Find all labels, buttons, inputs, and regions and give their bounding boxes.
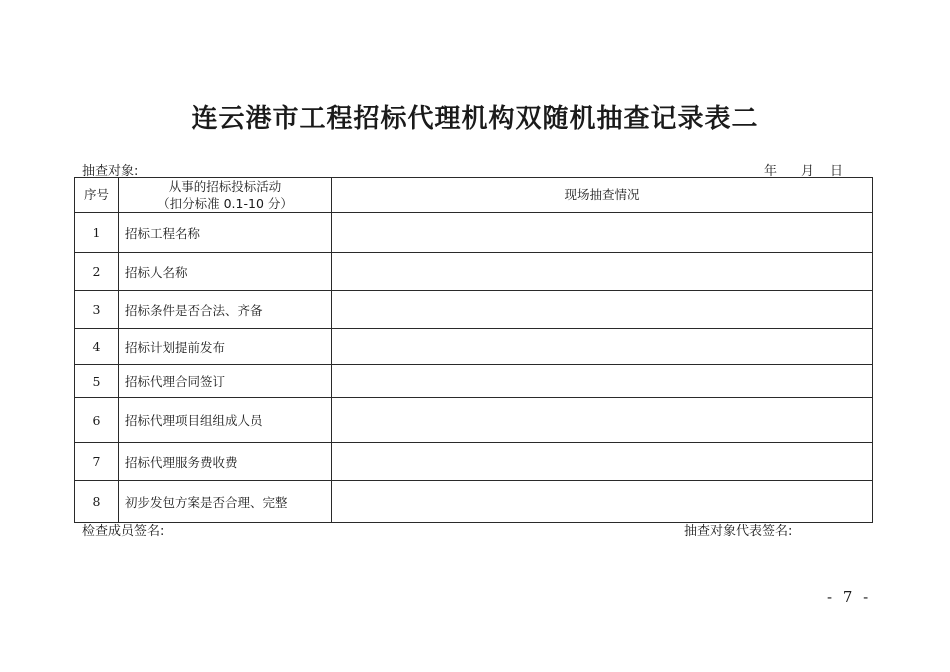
- inspection-record-table: [74, 177, 873, 523]
- row-findings-cell[interactable]: [332, 291, 873, 329]
- table-row: [75, 253, 873, 291]
- row-number: 2: [75, 253, 119, 291]
- table-header-row: [75, 178, 873, 213]
- inspection-object-label: 抽查对象:: [82, 164, 139, 179]
- table-row: [75, 291, 873, 329]
- date-month: 月: [801, 164, 815, 179]
- table-row: [75, 443, 873, 481]
- table-row: [75, 398, 873, 443]
- row-number: 5: [75, 365, 119, 398]
- row-findings-cell[interactable]: [332, 443, 873, 481]
- row-number: 8: [75, 481, 119, 523]
- row-number: 7: [75, 443, 119, 481]
- page-title: 连云港市工程招标代理机构双随机抽查记录表二: [191, 104, 759, 134]
- header-activity: [119, 178, 332, 213]
- row-findings-cell[interactable]: [332, 329, 873, 365]
- row-item: 招标条件是否合法、齐备: [119, 291, 332, 329]
- row-findings-cell[interactable]: [332, 398, 873, 443]
- row-item: 招标人名称: [119, 253, 332, 291]
- row-item: 招标代理项目组组成人员: [119, 398, 332, 443]
- row-item: 招标代理合同签订: [119, 365, 332, 398]
- table-row: [75, 481, 873, 523]
- date-day: 日: [830, 164, 844, 179]
- header-serial-number: 序号: [75, 178, 119, 213]
- row-number: 1: [75, 213, 119, 253]
- representative-signature-label: 抽查对象代表签名:: [684, 524, 793, 539]
- table-row: [75, 365, 873, 398]
- row-item: 招标工程名称: [119, 213, 332, 253]
- row-number: 3: [75, 291, 119, 329]
- table-row: [75, 213, 873, 253]
- row-findings-cell[interactable]: [332, 365, 873, 398]
- header-onsite-findings: 现场抽查情况: [332, 178, 873, 213]
- row-number: 4: [75, 329, 119, 365]
- date-year: 年: [764, 164, 778, 179]
- inspector-signature-label: 检查成员签名:: [82, 524, 165, 539]
- row-findings-cell[interactable]: [332, 213, 873, 253]
- table-row: [75, 329, 873, 365]
- row-findings-cell[interactable]: [332, 481, 873, 523]
- header-activity-line2: （扣分标准 0.1-10 分）: [157, 196, 293, 211]
- row-item: 招标计划提前发布: [119, 329, 332, 365]
- row-item: 招标代理服务费收费: [119, 443, 332, 481]
- row-findings-cell[interactable]: [332, 253, 873, 291]
- page-number: - 7 -: [827, 588, 872, 606]
- header-activity-line1: 从事的招标投标活动: [168, 179, 282, 194]
- row-number: 6: [75, 398, 119, 443]
- row-item: 初步发包方案是否合理、完整: [119, 481, 332, 523]
